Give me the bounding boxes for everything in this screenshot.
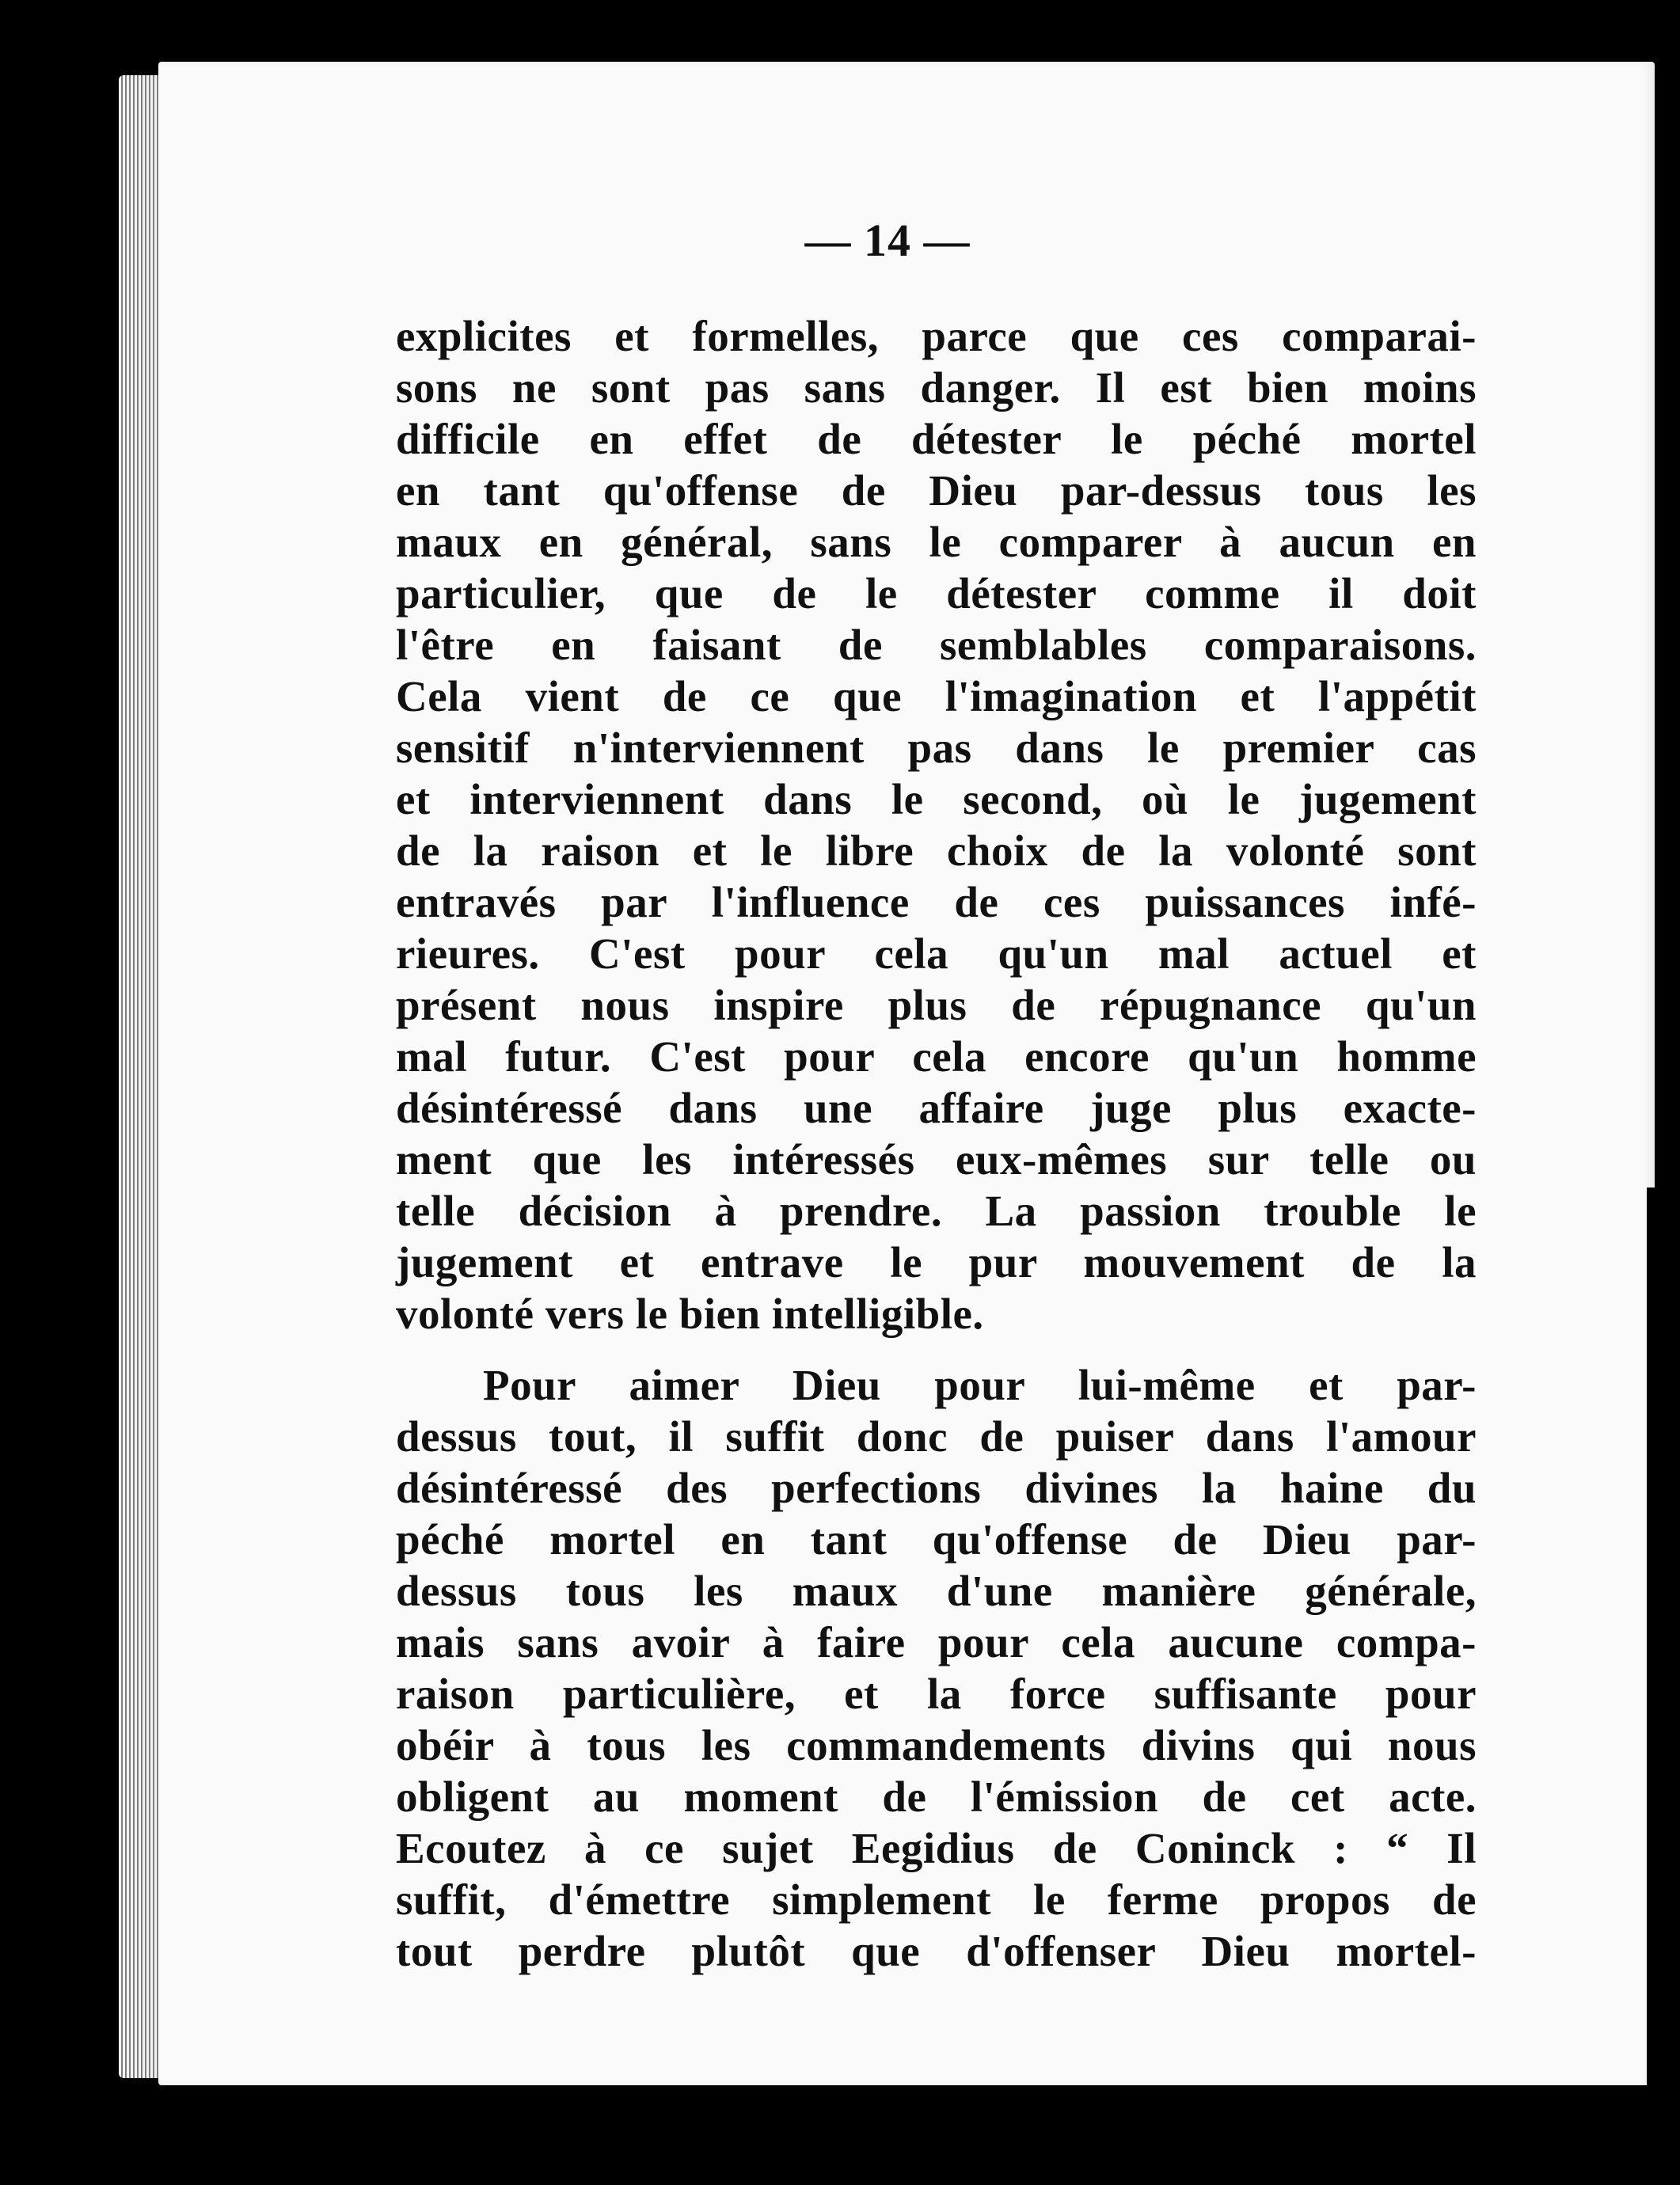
text-line: difficile en effet de détester le péché mortel [396,415,1477,463]
body-text [396,310,1477,1977]
text-line: explicites et formelles, parce que ces comparai- [396,312,1477,360]
text-line: mais sans avoir à faire pour cela aucune compa- [396,1618,1477,1666]
text-line: mal futur. C'est pour cela encore qu'un homme [396,1032,1477,1081]
text-line: sons ne sont pas sans danger. Il est bien moins [396,363,1477,412]
text-line: désintéressé des perfections divines la haine du [396,1464,1477,1512]
paragraph-2 [396,1359,1477,1977]
text-line: en tant qu'offense de Dieu par-dessus tous les [396,466,1477,515]
text-line: dessus tous les maux d'une manière générale, [396,1567,1477,1615]
text-line: particulier, que de le détester comme il doit [396,569,1477,618]
text-line: Pour aimer Dieu pour lui-même et par- [483,1361,1477,1409]
text-line: jugement et entrave le pur mouvement de la [396,1238,1477,1286]
text-line: suffit, d'émettre simplement le ferme propos de [396,1875,1477,1924]
page-number: — 14 — [804,215,971,266]
text-line: obéir à tous les commandements divins qui nous [396,1721,1477,1769]
text-line: de la raison et le libre choix de la volonté sont [396,826,1477,875]
text-line: désintéressé dans une affaire juge plus exacte- [396,1084,1477,1132]
text-line: rieures. C'est pour cela qu'un mal actuel et [396,929,1477,978]
text-line: raison particulière, et la force suffisante pour [396,1670,1477,1718]
text-line: sensitif n'interviennent pas dans le premier cas [396,724,1477,772]
book-page-edges [119,75,163,2078]
paragraph-gap [396,1340,1477,1359]
text-line: volonté vers le bien intelligible. [396,1290,984,1338]
text-line: tout perdre plutôt que d'offenser Dieu mortel- [396,1927,1477,1975]
text-line: présent nous inspire plus de répugnance qu'un [396,981,1477,1029]
text-line: et interviennent dans le second, où le jugement [396,775,1477,823]
text-line: ment que les intéressés eux-mêmes sur telle ou [396,1135,1477,1184]
text-line: péché mortel en tant qu'offense de Dieu par- [396,1515,1477,1564]
paragraph-1 [396,310,1477,1340]
text-line: obligent au moment de l'émission de cet acte. [396,1773,1477,1821]
text-line: Cela vient de ce que l'imagination et l'appétit [396,672,1477,720]
text-line: l'être en faisant de semblables comparaisons. [396,621,1477,669]
text-line: maux en général, sans le comparer à aucun en [396,518,1477,566]
text-line: Ecoutez à ce sujet Eegidius de Coninck : “ Il [396,1824,1477,1872]
text-line: telle décision à prendre. La passion trouble le [396,1187,1477,1235]
text-line: entravés par l'influence de ces puissances infé- [396,878,1477,926]
text-line: dessus tout, il suffit donc de puiser dans l'amour [396,1412,1477,1461]
scan-border-shadow [1647,1188,1655,2090]
